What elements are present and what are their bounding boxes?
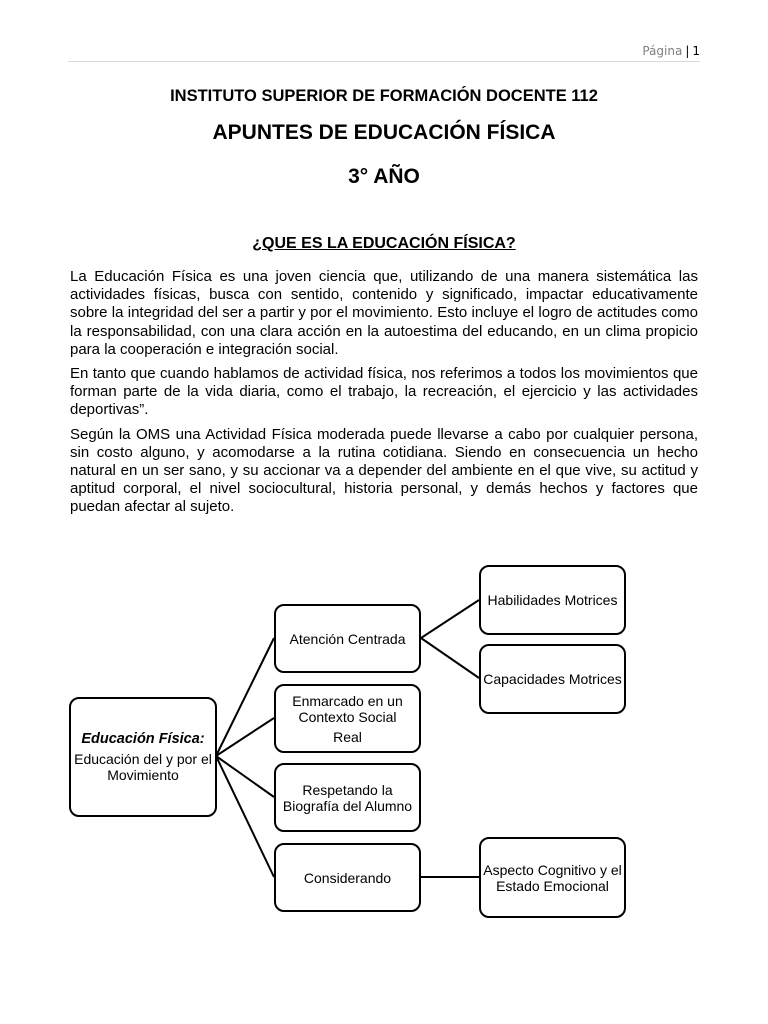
- page-separator: |: [685, 44, 690, 58]
- branch-text: Real: [333, 728, 362, 745]
- branch-text: Respetando la Biografía del Alumno: [282, 781, 413, 814]
- root-title: Educación Física:: [81, 731, 205, 747]
- connector-root-branch3: [216, 756, 274, 797]
- root-text: Educación del y por el Movimiento: [74, 751, 212, 783]
- leaf-text: Habilidades Motrices: [487, 592, 618, 608]
- page-label: Página: [642, 44, 683, 58]
- leaf-text: Capacidades Motrices: [483, 671, 622, 687]
- branch-box-considering: [274, 843, 421, 912]
- leaf-text: Aspecto Cognitivo y el Estado Emocional: [483, 861, 622, 894]
- institution-name: INSTITUTO SUPERIOR DE FORMACIÓN DOCENTE 112: [170, 87, 598, 105]
- branch-box-biography: [274, 763, 421, 832]
- root-box: [69, 697, 217, 817]
- leaf-box-cognitive: [479, 837, 626, 918]
- branch-box-context: [274, 684, 421, 753]
- connector-branch1-leaf1: [421, 600, 479, 638]
- paragraph-3: Según la OMS una Actividad Física moderada puede llevarse a cabo por cualquier persona, sin costo alguno, y acomodarse a la rutina cotidiana. Siendo en consecuencia un hecho natural en un ser sano, y su accionar va a depender del ambiente en el que vive, su actitud y aptitud corporal, el nivel sociocultural, historia personal, y demás hechos y factores que puedan afectar al sujeto.: [70, 425, 698, 516]
- connector-root-branch1: [216, 638, 274, 756]
- connector-root-branch4: [216, 756, 274, 877]
- leaf-box-skills: [479, 565, 626, 635]
- course-year: 3° AÑO: [348, 165, 420, 188]
- paragraph-2: En tanto que cuando hablamos de actividad física, nos referimos a todos los movimientos que forman parte de la vida diaria, como el trabajo, la recreación, el ejercicio y las actividades deportivas”.: [70, 365, 698, 419]
- branch-text: Considerando: [303, 869, 392, 886]
- connector-branch1-leaf2: [421, 638, 479, 678]
- branch-box-attention: [274, 604, 421, 673]
- section-heading: ¿QUE ES LA EDUCACIÓN FÍSICA?: [252, 235, 516, 252]
- paragraph-1: La Educación Física es una joven ciencia que, utilizando de una manera sistemática las actividades físicas, busca con sentido, contenido y significado, impactar educativamente sobre la integridad del ser a partir y por el movimiento. Esto incluye el logro de actitudes como la responsabilidad, con una clara acción en la autoestima del educando, en un clima propicio para la cooperación e integración social.: [70, 268, 698, 358]
- branch-text: Atención Centrada: [289, 630, 406, 647]
- branch-text: Enmarcado en un Contexto Social: [292, 692, 403, 725]
- leaf-box-capacities: [479, 644, 626, 714]
- page-number: 1: [692, 44, 700, 58]
- document-title: APUNTES DE EDUCACIÓN FÍSICA: [212, 121, 556, 144]
